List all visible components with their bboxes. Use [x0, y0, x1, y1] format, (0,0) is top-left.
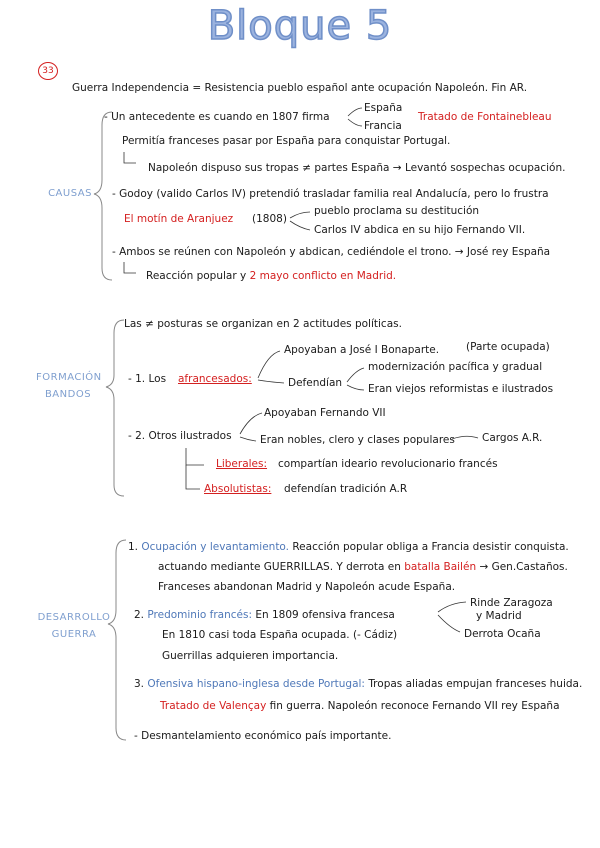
s1-bailen: batalla Bailén	[404, 561, 477, 573]
arrow-ilu-a	[240, 413, 262, 434]
desarrollo-s3-line2	[160, 700, 560, 713]
bandos-def-a: modernización pacífica y gradual	[368, 361, 543, 373]
s1-l2-pre: actuando mediante GUERRILLAS. Y derrota en	[158, 561, 401, 573]
page-title: Bloque 5	[207, 3, 393, 49]
turn-arrow-2	[124, 262, 136, 273]
s2-heading: Predominio francés:	[147, 609, 252, 621]
desarrollo-s3	[134, 678, 582, 691]
s3-number: 3.	[134, 678, 145, 690]
s3-l2-text: fin guerra. Napoleón reconoce Fernando VII rey España	[269, 700, 560, 712]
bandos-absolutistas-text: defendían tradición A.R	[284, 483, 408, 495]
s3-heading: Ofensiva hispano-inglesa desde Portugal:	[147, 678, 365, 690]
desarrollo-label-1: DESARROLLO	[37, 612, 111, 623]
bandos-line-1: Las ≠ posturas se organizan en 2 actitudes políticas.	[124, 318, 402, 330]
arrow-s2-a	[438, 602, 466, 612]
arrow-motin-b	[290, 221, 310, 230]
split-arrow-abs	[186, 465, 200, 489]
desarrollo-s2-line3: Guerrillas adquieren importancia.	[162, 650, 339, 662]
causas-line-3: Napoleón dispuso sus tropas ≠ partes España → Levantó sospechas ocupación.	[148, 162, 566, 174]
bandos-defendian: Defendían	[288, 377, 343, 389]
bandos-ilu-a: Apoyaban Fernando VII	[264, 407, 386, 419]
causas-label: CAUSAS	[48, 188, 92, 199]
desarrollo-s1-line3: Franceses abandonan Madrid y Napoleón acude España.	[158, 581, 456, 593]
s3-valencay: Tratado de Valençay	[160, 700, 267, 712]
bandos-liberales: Liberales:	[216, 458, 268, 470]
s2-madrid: y Madrid	[476, 610, 522, 622]
causas-line-4: - Godoy (valido Carlos IV) pretendió trasladar familia real Andalucía, pero lo frustra	[112, 188, 549, 200]
bandos-afr-pre: - 1. Los	[128, 373, 167, 385]
arrow-ilu-b	[240, 437, 256, 441]
s1-heading: Ocupación y levantamiento.	[141, 541, 290, 553]
causas-motin-a: pueblo proclama su destitución	[314, 205, 480, 217]
s2-rinde: Rinde Zaragoza	[470, 597, 553, 609]
bandos-def-b: Eran viejos reformistas e ilustrados	[368, 383, 554, 395]
desarrollo-brace	[108, 540, 126, 740]
causas-motin: El motín de Aranjuez	[124, 213, 234, 225]
bandos-afr-a2: (Parte ocupada)	[466, 341, 550, 353]
causas-line-7	[146, 270, 396, 283]
desarrollo-label-2: GUERRA	[51, 629, 97, 640]
arrow-motin-a	[290, 212, 310, 218]
causas-line-6: - Ambos se reúnen con Napoleón y abdican, cediéndole el trono. → José rey España	[112, 246, 551, 258]
intro-text: Guerra Independencia = Resistencia pueblo español ante ocupación Napoleón. Fin AR.	[72, 82, 528, 94]
causas-tratado: Tratado de Fontainebleau	[418, 111, 552, 123]
s1-text: Reacción popular obliga a Francia desistir conquista.	[292, 541, 569, 553]
bandos-absolutistas: Absolutistas:	[204, 483, 272, 495]
bandos-label-2: BANDOS	[44, 389, 92, 400]
s1-number: 1.	[128, 541, 139, 553]
desarrollo-s1-line2	[158, 561, 568, 574]
arrow-afr-b	[258, 380, 284, 383]
s2-number: 2.	[134, 609, 145, 621]
s1-l2-post: → Gen.Castaños.	[479, 561, 568, 573]
arrow-espana	[348, 108, 362, 116]
causas-line-1: - Un antecedente es cuando en 1807 firma	[104, 111, 330, 123]
causas-line-2: Permitía franceses pasar por España para conquistar Portugal.	[122, 135, 451, 147]
turn-arrow-1	[124, 152, 136, 163]
s3-text: Tropas aliadas empujan franceses huida.	[368, 678, 583, 690]
desarrollo-s4: - Desmantelamiento económico país importante.	[134, 730, 392, 742]
arrow-afr-a	[258, 351, 280, 378]
bandos-label-1: FORMACIÓN	[36, 372, 102, 383]
arrow-s2-b	[438, 615, 460, 632]
desarrollo-s2	[134, 609, 395, 622]
bandos-ilu-c: Cargos A.R.	[482, 432, 543, 444]
split-arrow-lib	[186, 448, 204, 465]
causas-reaccion: Reacción popular y	[146, 270, 247, 282]
causas-espana: España	[364, 102, 403, 114]
desarrollo-s2-line2: En 1810 casi toda España ocupada. (- Cádiz)	[162, 629, 398, 641]
causas-2mayo: 2 mayo conflicto en Madrid.	[249, 270, 397, 282]
s2-text: En 1809 ofensiva francesa	[255, 609, 395, 621]
s2-ocana: Derrota Ocaña	[464, 628, 541, 640]
arrow-francia	[348, 119, 362, 126]
page-number: 33	[38, 62, 58, 80]
bandos-ilu-b: Eran nobles, clero y clases populares	[260, 434, 455, 446]
bandos-ilustrados: - 2. Otros ilustrados	[128, 430, 232, 442]
arrow-def-b	[347, 385, 364, 390]
bandos-afrancesados: afrancesados:	[178, 373, 252, 385]
bandos-liberales-text: compartían ideario revolucionario francés	[278, 458, 498, 470]
bandos-afr-a: Apoyaban a José I Bonaparte.	[284, 344, 440, 356]
arrow-def-a	[347, 368, 364, 382]
causas-year: (1808)	[252, 213, 287, 225]
causas-motin-b: Carlos IV abdica en su hijo Fernando VII.	[314, 224, 526, 236]
desarrollo-s1	[128, 541, 569, 554]
bandos-brace	[106, 320, 124, 496]
causas-francia: Francia	[364, 120, 402, 132]
